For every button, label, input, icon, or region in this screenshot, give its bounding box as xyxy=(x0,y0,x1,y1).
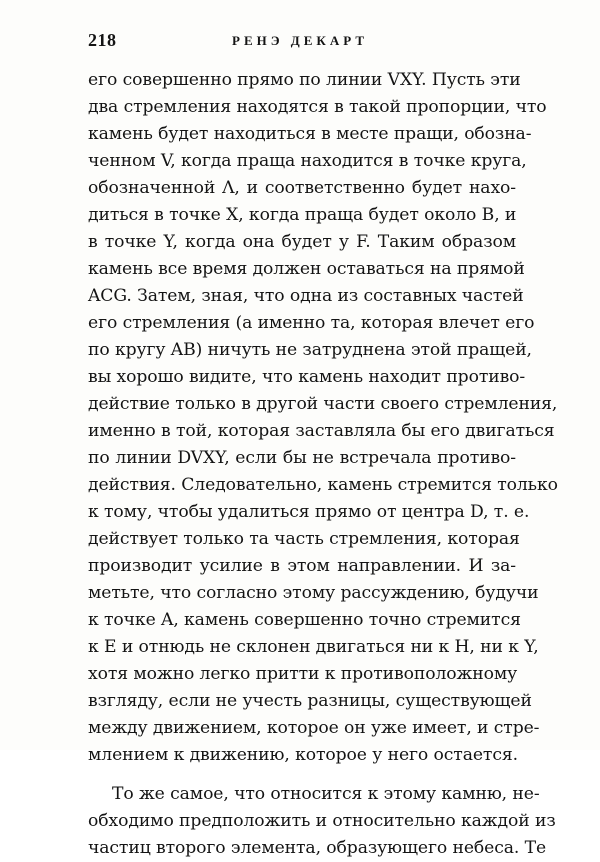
text-line: его совершенно прямо по линии VXY. Пусть эти xyxy=(88,70,521,90)
text-line: действия. Следовательно, камень стремится только xyxy=(88,475,558,495)
text-line: вы хорошо видите, что камень находит противо- xyxy=(88,367,526,387)
text-line: ченном V, когда праща находится в точке круга, xyxy=(88,151,527,171)
text-line: по кругу AB) ничуть не затруднена этой пращей, xyxy=(88,340,532,360)
text-line: млением к движению, которое у него остается. xyxy=(88,745,518,765)
text-line: в точке Y, когда она будет у F. Таким образом xyxy=(88,232,516,252)
text-line: частиц второго элемента, образующего небеса. Те xyxy=(88,838,547,858)
text-line: диться в точке X, когда праща будет около B, и xyxy=(88,205,517,225)
text-line: То же самое, что относится к этому камню, не- xyxy=(112,784,540,804)
paragraph-2 xyxy=(88,781,556,862)
paragraph-gap xyxy=(88,769,516,781)
text-line: ACG. Затем, зная, что одна из составных частей xyxy=(88,286,524,306)
text-line: камень будет находиться в месте пращи, обозна- xyxy=(88,124,532,144)
text-line: метьте, что согласно этому рассуждению, будучи xyxy=(88,583,539,603)
text-line: действие только в другой части своего стремления, xyxy=(88,394,558,414)
page-header xyxy=(88,30,512,54)
text-line: хотя можно легко притти к противоположному xyxy=(88,664,518,684)
text-line: между движением, которое он уже имеет, и стре- xyxy=(88,718,540,738)
text-line: камень все время должен оставаться на прямой xyxy=(88,259,525,279)
text-line: действует только та часть стремления, которая xyxy=(88,529,520,549)
text-line: производит усилие в этом направлении. И за- xyxy=(88,556,516,576)
paragraph-1 xyxy=(88,67,558,769)
text-line: по линии DVXY, если бы не встречала противо- xyxy=(88,448,516,468)
text-line: взгляду, если не учесть разницы, существующей xyxy=(88,691,532,711)
text-line: обозначенной Λ, и соответственно будет нахо- xyxy=(88,178,516,198)
text-line: обходимо предположить и относительно каждой из xyxy=(88,811,556,831)
text-line: к E и отнюдь не склонен двигаться ни к H, ни к Y, xyxy=(88,637,539,657)
text-line: два стремления находятся в такой пропорции, что xyxy=(88,97,547,117)
page-number: 218 xyxy=(88,30,117,50)
text-line: именно в той, которая заставляла бы его двигаться xyxy=(88,421,555,441)
text-line: его стремления (а именно та, которая влечет его xyxy=(88,313,535,333)
body-text xyxy=(88,67,558,862)
text-line: к точке A, камень совершенно точно стремится xyxy=(88,610,521,630)
running-head: РЕНЭ ДЕКАРТ xyxy=(232,33,368,48)
text-line: к тому, чтобы удалиться прямо от центра D, т. е. xyxy=(88,502,530,522)
